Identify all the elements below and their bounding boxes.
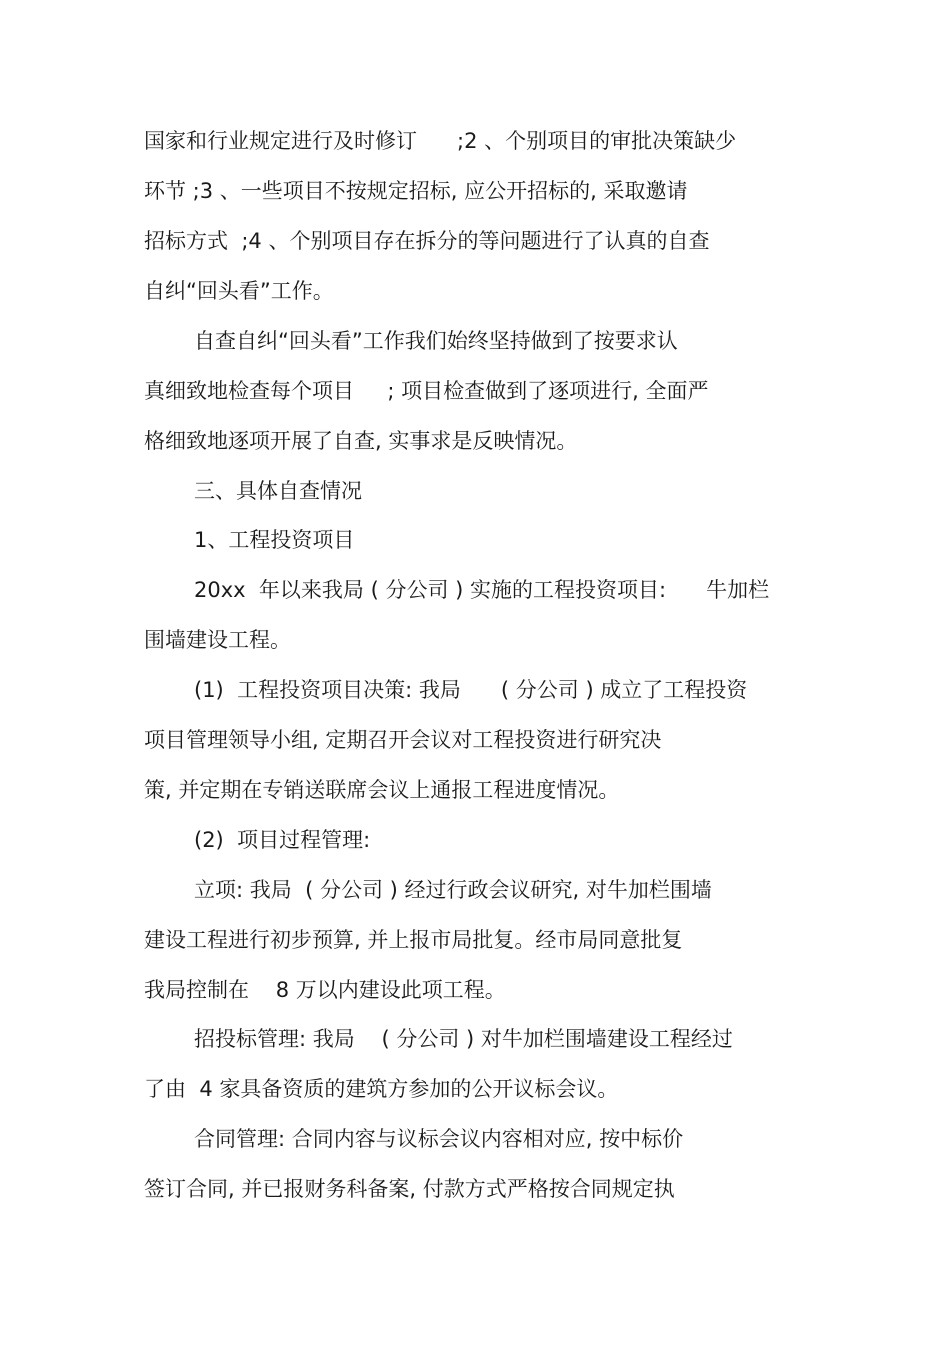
subsection-heading: 1、工程投资项目 [194, 528, 355, 552]
text-line: 招标方式 ;4 、个别项目存在拆分的等问题进行了认真的自查 [144, 229, 710, 253]
text-line: 围墙建设工程。 [144, 628, 291, 652]
text-line: 格细致地逐项开展了自查, 实事求是反映情况。 [144, 429, 578, 453]
text-line: 国家和行业规定进行及时修订 ;2 、个别项目的审批决策缺少 [144, 129, 737, 153]
text-line: 了由 4 家具备资质的建筑方参加的公开议标会议。 [144, 1077, 619, 1101]
paragraph-first-line: (1) 工程投资项目决策: 我局 ( 分公司 ) 成立了工程投资 [194, 678, 748, 702]
paragraph-first-line: 合同管理: 合同内容与议标会议内容相对应, 按中标价 [194, 1127, 684, 1151]
paragraph-first-line: 自查自纠“回头看”工作我们始终坚持做到了按要求认 [194, 329, 678, 353]
section-heading: 三、具体自查情况 [194, 479, 362, 503]
paragraph-first-line: 20xx 年以来我局 ( 分公司 ) 实施的工程投资项目: 牛加栏 [194, 578, 770, 602]
text-line: 环节 ;3 、一些项目不按规定招标, 应公开招标的, 采取邀请 [144, 179, 688, 203]
paragraph-first-line: 立项: 我局 ( 分公司 ) 经过行政会议研究, 对牛加栏围墙 [194, 878, 712, 902]
text-line: 真细致地检查每个项目 ; 项目检查做到了逐项进行, 全面严 [144, 379, 709, 403]
text-line: 建设工程进行初步预算, 并上报市局批复。经市局同意批复 [144, 928, 683, 952]
paragraph-first-line: (2) 项目过程管理: [194, 828, 371, 852]
text-line: 项目管理领导小组, 定期召开会议对工程投资进行研究决 [144, 728, 662, 752]
text-line: 签订合同, 并已报财务科备案, 付款方式严格按合同规定执 [144, 1177, 675, 1201]
text-line: 自纠“回头看”工作。 [144, 279, 334, 303]
text-line: 策, 并定期在专销送联席会议上通报工程进度情况。 [144, 778, 620, 802]
text-line: 我局控制在 8 万以内建设此项工程。 [144, 978, 506, 1002]
paragraph-first-line: 招投标管理: 我局 ( 分公司 ) 对牛加栏围墙建设工程经过 [194, 1027, 733, 1051]
